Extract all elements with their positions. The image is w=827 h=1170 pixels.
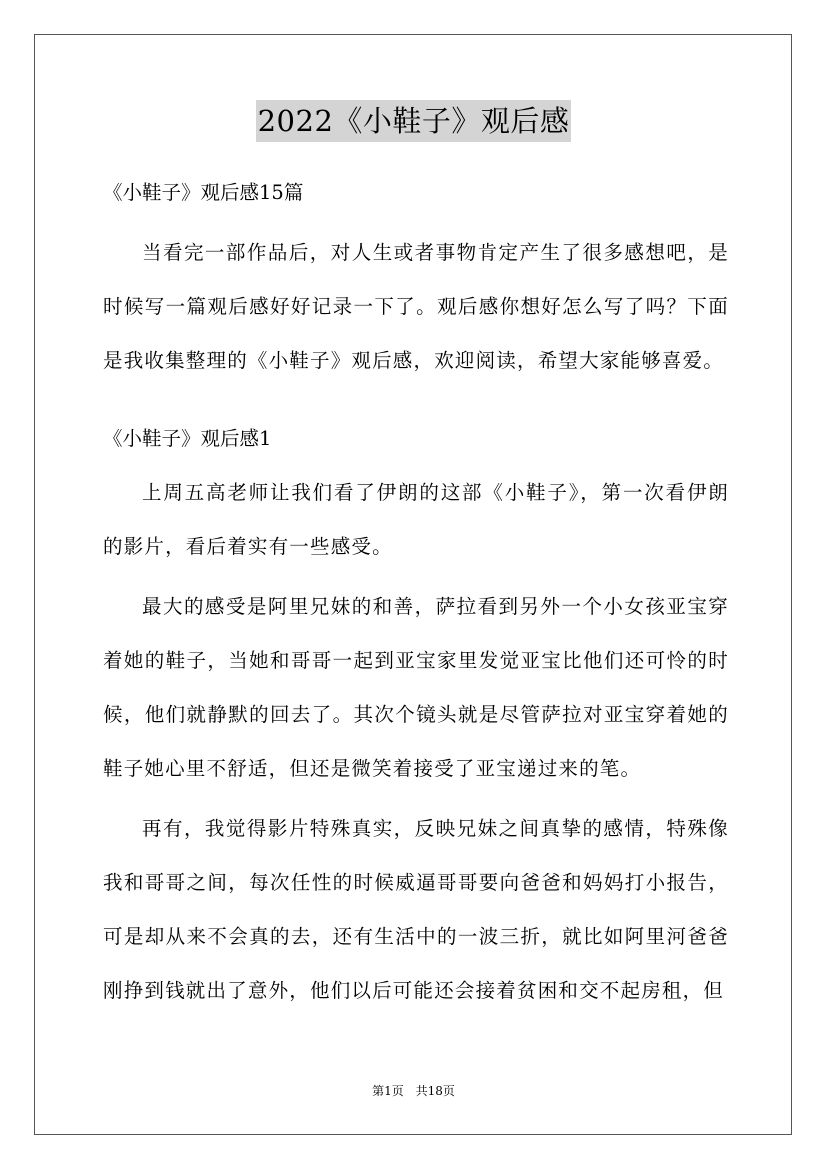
document-body (103, 170, 729, 1018)
body-paragraph-3: 再有，我觉得影片特殊真实，反映兄妹之间真挚的感情，特殊像我和哥哥之间，每次任性的时候威逼哥哥要向爸爸和妈妈打小报告，可是却从来不会真的去，还有生活中的一波三折，就比如阿里河爸爸刚挣到钱就出了意外，他们以后可能还会接着贫困和交不起房租，但 (103, 817, 729, 1002)
page-number: 第1页 (372, 1084, 404, 1098)
collection-subtitle: 《小鞋子》观后感15篇 (103, 181, 304, 204)
title-container (0, 100, 827, 142)
page-total: 共18页 (415, 1084, 455, 1098)
body-paragraph-2: 最大的感受是阿里兄妹的和善，萨拉看到另外一个小女孩亚宝穿着她的鞋子，当她和哥哥一起到亚宝家里发觉亚宝比他们还可怜的时候，他们就静默的回去了。其次个镜头就是尽管萨拉对亚宝穿着她的鞋子她心里不舒适，但还是微笑着接受了亚宝递过来的笔。 (103, 595, 729, 780)
document-title: 2022《小鞋子》观后感 (256, 100, 572, 142)
body-paragraph-1: 上周五高老师让我们看了伊朗的这部《小鞋子》，第一次看伊朗的影片，看后着实有一些感受。 (103, 481, 729, 558)
page-footer (0, 1082, 827, 1099)
intro-paragraph: 当看完一部作品后，对人生或者事物肯定产生了很多感想吧，是时候写一篇观后感好好记录一下了。观后感你想好怎么写了吗？下面是我收集整理的《小鞋子》观后感，欢迎阅读，希望大家能够喜爱。 (103, 241, 729, 372)
section-heading: 《小鞋子》观后感1 (103, 427, 272, 450)
